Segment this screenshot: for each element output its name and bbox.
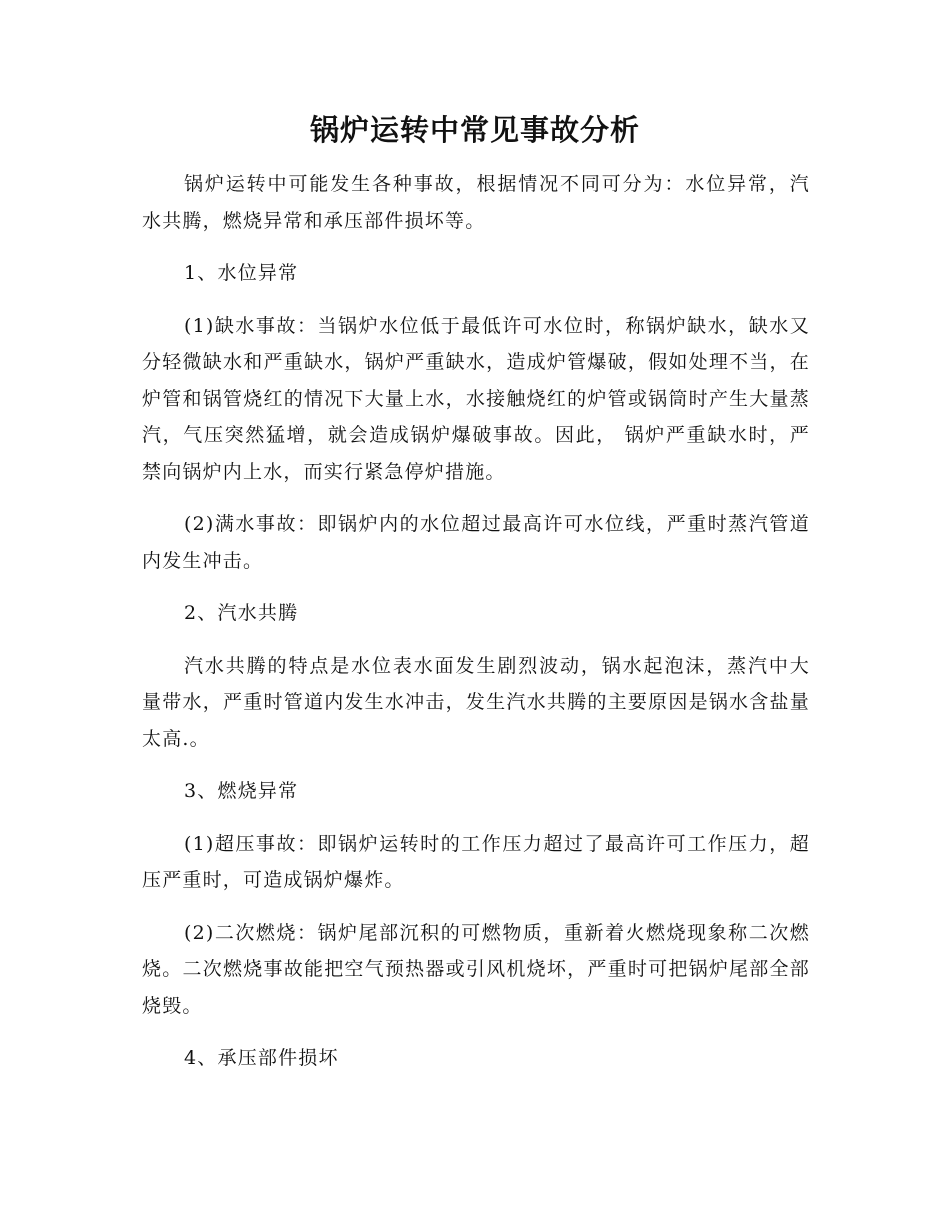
- paragraph-secondary-combustion: (2)二次燃烧：锅炉尾部沉积的可燃物质，重新着火燃烧现象称二次燃烧。二次燃烧事故能把空气预热器或引风机烧坏，严重时可把锅炉尾部全部烧毁。: [142, 921, 810, 1017]
- paragraph-priming: 汽水共腾的特点是水位表水面发生剧烈波动，锅水起泡沫，蒸汽中大量带水，严重时管道内发生水冲击，发生汽水共腾的主要原因是锅水含盐量太高.。: [142, 654, 810, 750]
- document-title: 锅炉运转中常见事故分析: [309, 113, 640, 147]
- section-heading-pressure-parts: 4、承压部件损坏: [184, 1047, 339, 1069]
- section-heading-priming: 2、汽水共腾: [184, 602, 299, 624]
- section-heading-water-level: 1、水位异常: [184, 262, 299, 284]
- section-heading-combustion: 3、燃烧异常: [184, 780, 299, 802]
- paragraph-water-overflow: (2)满水事故：即锅炉内的水位超过最高许可水位线，严重时蒸汽管道内发生冲击。: [142, 513, 810, 572]
- intro-paragraph: 锅炉运转中可能发生各种事故，根据情况不同可分为：水位异常，汽水共腾，燃烧异常和承压部件损坏等。: [142, 173, 810, 232]
- paragraph-overpressure: (1)超压事故：即锅炉运转时的工作压力超过了最高许可工作压力，超压严重时，可造成锅炉爆炸。: [142, 832, 810, 891]
- paragraph-water-shortage: (1)缺水事故：当锅炉水位低于最低许可水位时，称锅炉缺水，缺水又分轻微缺水和严重缺水，锅炉严重缺水，造成炉管爆破，假如处理不当，在炉管和锅管烧红的情况下大量上水，水接触烧红的炉管或锅筒时产生大量蒸汽，气压突然猛增，就会造成锅炉爆破事故。因此， 锅炉严重缺水时，严禁向锅炉内上水，而实行紧急停炉措施。: [142, 314, 810, 483]
- document-body: [142, 166, 810, 1093]
